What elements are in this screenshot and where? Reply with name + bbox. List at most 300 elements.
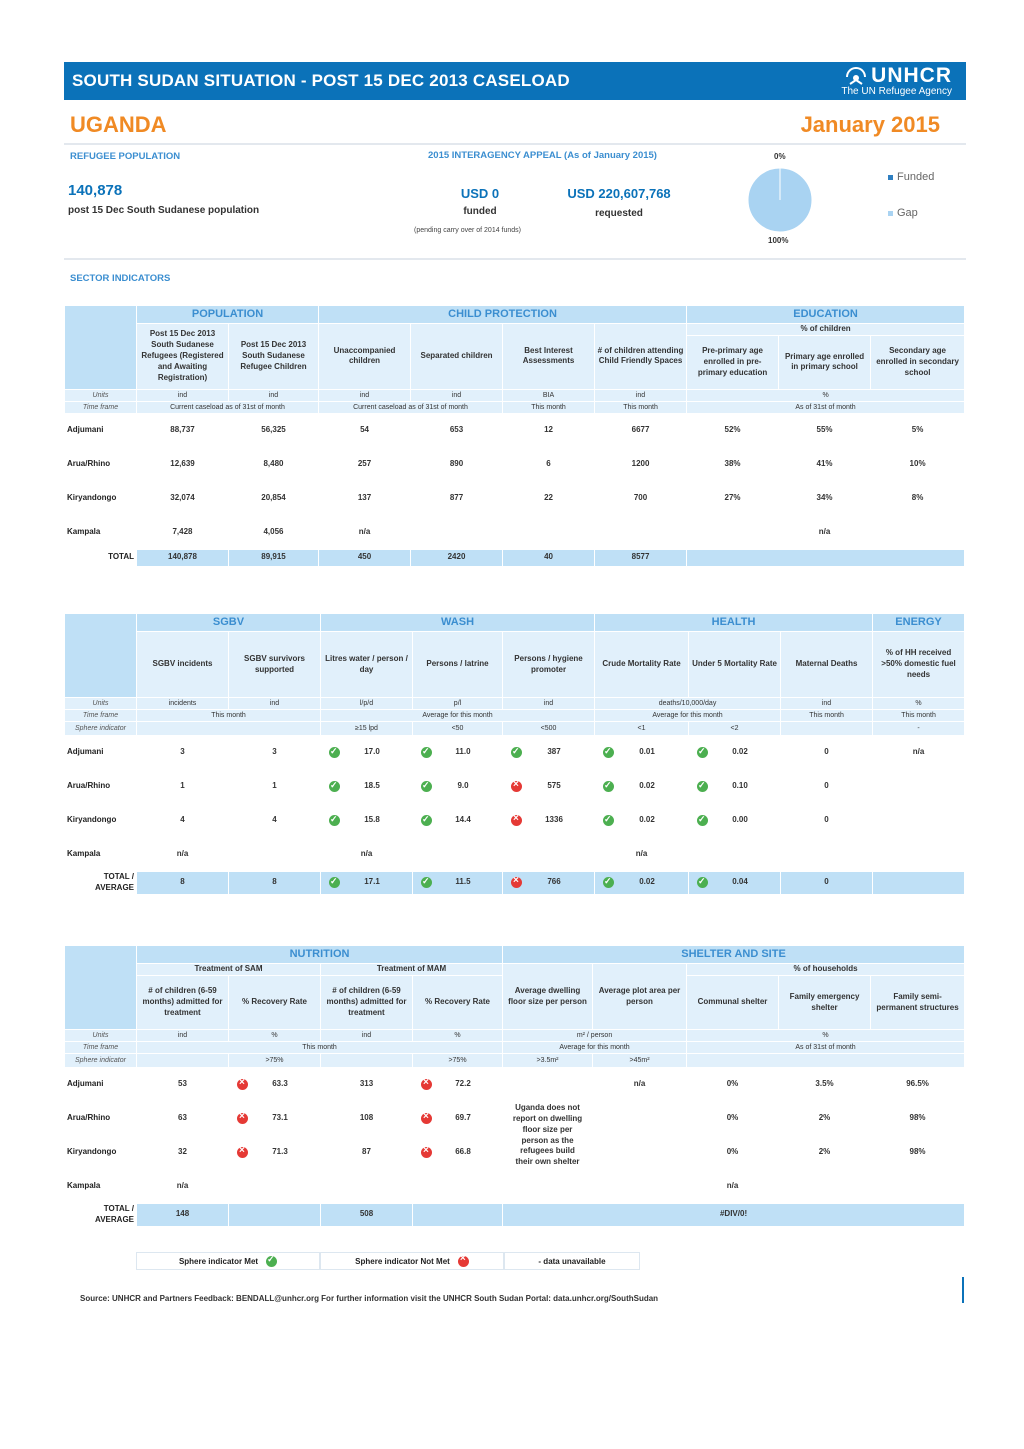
legend-funded bbox=[888, 171, 934, 183]
table-cell bbox=[413, 1068, 503, 1102]
total-cell: 148 bbox=[137, 1204, 229, 1227]
total-cell bbox=[413, 872, 503, 895]
table-cell: 137 bbox=[319, 481, 411, 515]
sphere-cell: >45m² bbox=[593, 1054, 687, 1068]
refugee-population-label: REFUGEE POPULATION bbox=[70, 151, 181, 162]
corner-cell bbox=[65, 306, 137, 390]
col-header: Secondary age enrolled in secondary school bbox=[871, 335, 965, 389]
table-cell: 2% bbox=[779, 1136, 871, 1170]
group-population: POPULATION bbox=[137, 306, 319, 324]
col-header: SGBV survivors supported bbox=[229, 632, 321, 698]
table-cell: n/a bbox=[779, 515, 871, 549]
total-cell: 450 bbox=[319, 549, 411, 566]
check-icon bbox=[697, 781, 708, 792]
cell-value: 0.10 bbox=[732, 781, 748, 791]
table-cell: 22 bbox=[503, 481, 595, 515]
table-cell bbox=[871, 515, 965, 549]
table-cell: 5% bbox=[871, 413, 965, 447]
units-cell: ind bbox=[781, 698, 873, 710]
cell-value: 0.04 bbox=[732, 877, 748, 887]
table-cell: 41% bbox=[779, 447, 871, 481]
check-icon bbox=[329, 781, 340, 792]
group-shelter-site: SHELTER AND SITE bbox=[503, 946, 965, 964]
table-cell bbox=[873, 804, 965, 838]
logo-sub-text: The UN Refugee Agency bbox=[841, 86, 952, 97]
row-label: Kampala bbox=[65, 1170, 137, 1204]
table-cell: n/a bbox=[873, 736, 965, 770]
table-cell bbox=[689, 804, 781, 838]
requested-value: USD 220,607,768 bbox=[567, 186, 671, 201]
funding-pie-chart bbox=[746, 166, 814, 234]
sphere-cell bbox=[137, 1054, 229, 1068]
cell-value: 1336 bbox=[545, 815, 563, 825]
col-header: Litres water / person / day bbox=[321, 632, 413, 698]
table-cell: 20,854 bbox=[229, 481, 319, 515]
cell-value: 15.8 bbox=[364, 815, 380, 825]
cross-icon bbox=[458, 1256, 469, 1267]
table-cell: 12,639 bbox=[137, 447, 229, 481]
cross-icon bbox=[237, 1113, 248, 1124]
table-cell: n/a bbox=[137, 838, 229, 872]
sphere-cell: >75% bbox=[229, 1054, 321, 1068]
table-cell: 877 bbox=[411, 481, 503, 515]
total-cell bbox=[873, 872, 965, 895]
table-cell bbox=[595, 515, 687, 549]
table-cell: 7,428 bbox=[137, 515, 229, 549]
row-label: Kiryandongo bbox=[65, 804, 137, 838]
col-header: Persons / latrine bbox=[413, 632, 503, 698]
row-label: Adjumani bbox=[65, 736, 137, 770]
table-row bbox=[65, 804, 965, 838]
units-cell: ind bbox=[137, 1030, 229, 1042]
table-cell: 6677 bbox=[595, 413, 687, 447]
units-cell: p/l bbox=[413, 698, 503, 710]
table-cell bbox=[321, 804, 413, 838]
col-header: # of children (6-59 months) admitted for treatment bbox=[321, 976, 413, 1030]
legend-met bbox=[136, 1252, 320, 1270]
table-cell: 1 bbox=[229, 770, 321, 804]
table-cell: 0% bbox=[687, 1102, 779, 1136]
cross-icon bbox=[421, 1147, 432, 1158]
table-cell bbox=[321, 770, 413, 804]
check-icon bbox=[603, 815, 614, 826]
logo-main-text: UNHCR bbox=[871, 64, 952, 87]
total-cell: 8577 bbox=[595, 549, 687, 566]
legend-na-label: - data unavailable bbox=[538, 1256, 606, 1266]
table-nutrition-shelter bbox=[64, 945, 965, 1227]
table-sgbv-wash-health-energy bbox=[64, 613, 965, 895]
sam-subheader: Treatment of SAM bbox=[137, 964, 321, 976]
timeframe-cell: This month bbox=[781, 710, 873, 722]
sphere-cell bbox=[137, 722, 321, 736]
col-header: Average dwelling floor size per person bbox=[503, 964, 593, 1030]
cross-icon bbox=[237, 1079, 248, 1090]
cell-value: 14.4 bbox=[455, 815, 471, 825]
table-cell bbox=[689, 838, 781, 872]
units-cell: BIA bbox=[503, 389, 595, 401]
header-bar bbox=[64, 62, 966, 100]
table-cell bbox=[411, 515, 503, 549]
check-icon bbox=[329, 877, 340, 888]
requested-label: requested bbox=[595, 208, 643, 219]
total-cell: #DIV/0! bbox=[503, 1204, 965, 1227]
col-header: Primary age enrolled in primary school bbox=[779, 335, 871, 389]
table-cell: 54 bbox=[319, 413, 411, 447]
units-cell: % bbox=[413, 1030, 503, 1042]
corner-cell bbox=[65, 614, 137, 698]
table-cell: 98% bbox=[871, 1102, 965, 1136]
legend-gap bbox=[888, 207, 918, 219]
timeframe-cell: Average for this month bbox=[503, 1042, 687, 1054]
sphere-label: Sphere indicator bbox=[65, 722, 137, 736]
sphere-cell: ≥15 lpd bbox=[321, 722, 413, 736]
cell-value: 71.3 bbox=[272, 1147, 288, 1157]
sphere-cell: <1 bbox=[595, 722, 689, 736]
indicator-legend bbox=[136, 1252, 640, 1270]
col-header: Family semi-permanent structures bbox=[871, 976, 965, 1030]
sphere-cell: <500 bbox=[503, 722, 595, 736]
unhcr-emblem-icon bbox=[845, 66, 867, 86]
units-cell: ind bbox=[503, 698, 595, 710]
sphere-cell bbox=[781, 722, 873, 736]
total-label: TOTAL bbox=[65, 549, 137, 566]
education-subheader: % of children bbox=[687, 324, 965, 336]
total-cell: 508 bbox=[321, 1204, 413, 1227]
legend-not-met-label: Sphere indicator Not Met bbox=[355, 1256, 450, 1266]
table-row bbox=[65, 413, 965, 447]
country-title: UGANDA bbox=[70, 112, 167, 137]
check-icon bbox=[697, 747, 708, 758]
timeframe-label: Time frame bbox=[65, 401, 137, 413]
table-cell: 55% bbox=[779, 413, 871, 447]
cell-value: 63.3 bbox=[272, 1079, 288, 1089]
sphere-label: Sphere indicator bbox=[65, 1054, 137, 1068]
table-cell bbox=[321, 1170, 413, 1204]
timeframe-cell: This month bbox=[137, 1042, 503, 1054]
table-cell bbox=[503, 515, 595, 549]
check-icon bbox=[603, 877, 614, 888]
table-cell: 313 bbox=[321, 1068, 413, 1102]
timeframe-cell: This month bbox=[873, 710, 965, 722]
timeframe-label: Time frame bbox=[65, 710, 137, 722]
table-cell: 32 bbox=[137, 1136, 229, 1170]
total-row bbox=[65, 872, 965, 895]
sphere-cell bbox=[687, 1054, 965, 1068]
table-cell: 1200 bbox=[595, 447, 687, 481]
group-sgbv: SGBV bbox=[137, 614, 321, 632]
table-cell bbox=[413, 1102, 503, 1136]
timeframe-cell: Average for this month bbox=[595, 710, 781, 722]
timeframe-cell: This month bbox=[503, 401, 595, 413]
group-wash: WASH bbox=[321, 614, 595, 632]
table-cell: 56,325 bbox=[229, 413, 319, 447]
col-header: # of children attending Child Friendly Spaces bbox=[595, 324, 687, 390]
units-label: Units bbox=[65, 1030, 137, 1042]
total-cell bbox=[595, 872, 689, 895]
col-header: Family emergency shelter bbox=[779, 976, 871, 1030]
table-cell: 0% bbox=[687, 1136, 779, 1170]
legend-swatch-gap bbox=[888, 211, 893, 216]
col-header: Communal shelter bbox=[687, 976, 779, 1030]
table-cell bbox=[321, 736, 413, 770]
table-row bbox=[65, 770, 965, 804]
cell-value: 18.5 bbox=[364, 781, 380, 791]
cell-value: 0.02 bbox=[732, 747, 748, 757]
table-cell bbox=[413, 736, 503, 770]
row-label: Adjumani bbox=[65, 1068, 137, 1102]
table-cell: 4,056 bbox=[229, 515, 319, 549]
units-cell: ind bbox=[595, 389, 687, 401]
total-cell bbox=[689, 872, 781, 895]
table-cell: 1 bbox=[137, 770, 229, 804]
table-cell bbox=[503, 838, 595, 872]
table-cell: 38% bbox=[687, 447, 779, 481]
table-cell: 96.5% bbox=[871, 1068, 965, 1102]
row-label: Kiryandongo bbox=[65, 481, 137, 515]
units-cell: m² / person bbox=[503, 1030, 687, 1042]
row-label: Arua/Rhino bbox=[65, 447, 137, 481]
cell-value: 0.00 bbox=[732, 815, 748, 825]
legend-label-gap: Gap bbox=[897, 207, 918, 219]
units-cell: l/p/d bbox=[321, 698, 413, 710]
timeframe-cell: Average for this month bbox=[321, 710, 595, 722]
table-cell: 98% bbox=[871, 1136, 965, 1170]
col-header: % Recovery Rate bbox=[413, 976, 503, 1030]
check-icon bbox=[421, 815, 432, 826]
col-header: Under 5 Mortality Rate bbox=[689, 632, 781, 698]
total-cell: 140,878 bbox=[137, 549, 229, 566]
cross-icon bbox=[237, 1147, 248, 1158]
total-cell-empty bbox=[229, 1204, 321, 1227]
table-cell: 8,480 bbox=[229, 447, 319, 481]
units-cell: ind bbox=[321, 1030, 413, 1042]
check-icon bbox=[603, 747, 614, 758]
col-header: # of children (6-59 months) admitted for treatment bbox=[137, 976, 229, 1030]
check-icon bbox=[421, 781, 432, 792]
mam-subheader: Treatment of MAM bbox=[321, 964, 503, 976]
legend-label-funded: Funded bbox=[897, 171, 935, 183]
table-cell: 27% bbox=[687, 481, 779, 515]
table-cell bbox=[229, 1136, 321, 1170]
header-title: SOUTH SUDAN SITUATION - POST 15 DEC 2013 CASELOAD bbox=[72, 71, 570, 90]
table-cell bbox=[779, 1170, 871, 1204]
sector-indicators-label: SECTOR INDICATORS bbox=[70, 273, 171, 284]
table-cell bbox=[413, 1136, 503, 1170]
col-header: Maternal Deaths bbox=[781, 632, 873, 698]
units-cell: incidents bbox=[137, 698, 229, 710]
table-cell: 12 bbox=[503, 413, 595, 447]
units-cell: % bbox=[873, 698, 965, 710]
check-icon bbox=[697, 877, 708, 888]
table-cell: 10% bbox=[871, 447, 965, 481]
funded-label: funded bbox=[463, 206, 497, 217]
col-header: Unaccompanied children bbox=[319, 324, 411, 390]
check-icon bbox=[329, 747, 340, 758]
group-child-protection: CHILD PROTECTION bbox=[319, 306, 687, 324]
row-label: Kampala bbox=[65, 838, 137, 872]
table-cell: n/a bbox=[319, 515, 411, 549]
total-label: TOTAL / AVERAGE bbox=[65, 1204, 137, 1227]
table-cell bbox=[229, 1170, 321, 1204]
units-cell: ind bbox=[137, 389, 229, 401]
table-cell bbox=[413, 1170, 503, 1204]
table-cell bbox=[873, 838, 965, 872]
check-icon bbox=[421, 747, 432, 758]
total-cell: 0 bbox=[781, 872, 873, 895]
table-cell: n/a bbox=[593, 1068, 687, 1102]
table-cell: 88,737 bbox=[137, 413, 229, 447]
col-header: Post 15 Dec 2013 South Sudanese Refugee Children bbox=[229, 324, 319, 390]
col-header: SGBV incidents bbox=[137, 632, 229, 698]
table-cell bbox=[873, 770, 965, 804]
check-icon bbox=[329, 815, 340, 826]
cell-value: 0.02 bbox=[639, 877, 655, 887]
sphere-cell: <2 bbox=[689, 722, 781, 736]
households-subheader: % of households bbox=[687, 964, 965, 976]
table-cell bbox=[503, 770, 595, 804]
table-cell bbox=[595, 770, 689, 804]
col-header: Best Interest Assessments bbox=[503, 324, 595, 390]
table-cell: 0 bbox=[781, 770, 873, 804]
table-row bbox=[65, 447, 965, 481]
table-cell: 3.5% bbox=[779, 1068, 871, 1102]
group-nutrition: NUTRITION bbox=[137, 946, 503, 964]
table-cell: 257 bbox=[319, 447, 411, 481]
table-cell: 0% bbox=[687, 1068, 779, 1102]
divider bbox=[64, 143, 966, 145]
cell-value: 17.1 bbox=[364, 877, 380, 887]
table-cell: 3 bbox=[137, 736, 229, 770]
check-icon bbox=[603, 781, 614, 792]
table-cell bbox=[689, 770, 781, 804]
table-cell bbox=[595, 736, 689, 770]
table-row bbox=[65, 481, 965, 515]
divider bbox=[64, 258, 966, 260]
cross-icon bbox=[511, 815, 522, 826]
table-cell bbox=[229, 838, 321, 872]
table-population-protection-education bbox=[64, 305, 965, 567]
cell-value: 11.5 bbox=[455, 877, 471, 887]
sphere-cell: <50 bbox=[413, 722, 503, 736]
check-icon bbox=[421, 877, 432, 888]
table-cell: 0 bbox=[781, 736, 873, 770]
units-cell: deaths/10,000/day bbox=[595, 698, 781, 710]
table-cell: n/a bbox=[687, 1170, 779, 1204]
table-cell: 3 bbox=[229, 736, 321, 770]
group-health: HEALTH bbox=[595, 614, 873, 632]
cell-value: 72.2 bbox=[455, 1079, 471, 1089]
units-cell: ind bbox=[229, 698, 321, 710]
cell-value: 575 bbox=[547, 781, 561, 791]
sphere-cell: >75% bbox=[413, 1054, 503, 1068]
check-icon bbox=[266, 1256, 277, 1267]
table-cell bbox=[593, 1170, 687, 1204]
units-cell: ind bbox=[319, 389, 411, 401]
refugee-population-value: 140,878 bbox=[68, 182, 123, 199]
units-cell: % bbox=[687, 1030, 965, 1042]
units-label: Units bbox=[65, 698, 137, 710]
table-cell: 0 bbox=[781, 804, 873, 838]
cell-value: 766 bbox=[547, 877, 561, 887]
table-cell bbox=[593, 1102, 687, 1136]
row-label: Arua/Rhino bbox=[65, 770, 137, 804]
table-cell: 52% bbox=[687, 413, 779, 447]
table-cell: 4 bbox=[137, 804, 229, 838]
table-cell: n/a bbox=[595, 838, 689, 872]
table-cell: 63 bbox=[137, 1102, 229, 1136]
cross-icon bbox=[511, 781, 522, 792]
table-cell: n/a bbox=[137, 1170, 229, 1204]
cell-value: 17.0 bbox=[364, 747, 380, 757]
table-cell: 890 bbox=[411, 447, 503, 481]
cross-icon bbox=[421, 1113, 432, 1124]
total-cell-empty bbox=[687, 549, 965, 566]
col-header: Persons / hygiene promoter bbox=[503, 632, 595, 698]
timeframe-label: Time frame bbox=[65, 1042, 137, 1054]
funded-value: USD 0 bbox=[460, 186, 500, 201]
legend-na bbox=[504, 1252, 640, 1270]
table-row bbox=[65, 736, 965, 770]
source-footer: Source: UNHCR and Partners Feedback: BENDALL@unhcr.org For further information visit the UNHCR South Sudan Portal: data.unhcr.org/SouthSudan bbox=[80, 1294, 659, 1303]
table-cell: 32,074 bbox=[137, 481, 229, 515]
table-cell: 87 bbox=[321, 1136, 413, 1170]
row-label: Kiryandongo bbox=[65, 1136, 137, 1170]
total-cell: 89,915 bbox=[229, 549, 319, 566]
table-cell bbox=[593, 1136, 687, 1170]
cell-value: 9.0 bbox=[457, 781, 469, 791]
group-energy: ENERGY bbox=[873, 614, 965, 632]
total-cell: 8 bbox=[137, 872, 229, 895]
shelter-note: Uganda does not report on dwelling floor size per person as the refugees build their own shelter bbox=[503, 1068, 593, 1204]
table-cell: 53 bbox=[137, 1068, 229, 1102]
cross-icon bbox=[511, 877, 522, 888]
units-cell: ind bbox=[229, 389, 319, 401]
legend-not-met bbox=[320, 1252, 504, 1270]
legend-swatch-funded bbox=[888, 175, 893, 180]
table-cell: 4 bbox=[229, 804, 321, 838]
table-cell: 34% bbox=[779, 481, 871, 515]
table-cell: 700 bbox=[595, 481, 687, 515]
total-cell bbox=[503, 872, 595, 895]
table-cell bbox=[229, 1068, 321, 1102]
row-label: Adjumani bbox=[65, 413, 137, 447]
page-marker bbox=[962, 1277, 964, 1303]
table-row bbox=[65, 838, 965, 872]
cell-value: 69.7 bbox=[455, 1113, 471, 1123]
table-row bbox=[65, 1068, 965, 1102]
total-cell bbox=[321, 872, 413, 895]
table-cell bbox=[503, 736, 595, 770]
timeframe-cell: This month bbox=[137, 710, 321, 722]
table-cell: 8% bbox=[871, 481, 965, 515]
report-date: January 2015 bbox=[800, 112, 940, 137]
table-cell bbox=[413, 838, 503, 872]
table-cell: 2% bbox=[779, 1102, 871, 1136]
table-cell bbox=[781, 838, 873, 872]
table-cell: 108 bbox=[321, 1102, 413, 1136]
appeal-note: (pending carry over of 2014 funds) bbox=[414, 227, 522, 234]
sphere-cell: >3.5m² bbox=[503, 1054, 593, 1068]
table-cell: 653 bbox=[411, 413, 503, 447]
row-label: Arua/Rhino bbox=[65, 1102, 137, 1136]
total-cell: 2420 bbox=[411, 549, 503, 566]
timeframe-cell: As of 31st of month bbox=[687, 401, 965, 413]
col-header: Separated children bbox=[411, 324, 503, 390]
timeframe-cell: Current caseload as of 31st of month bbox=[319, 401, 503, 413]
cell-value: 66.8 bbox=[455, 1147, 471, 1157]
row-label: Kampala bbox=[65, 515, 137, 549]
total-cell: 40 bbox=[503, 549, 595, 566]
